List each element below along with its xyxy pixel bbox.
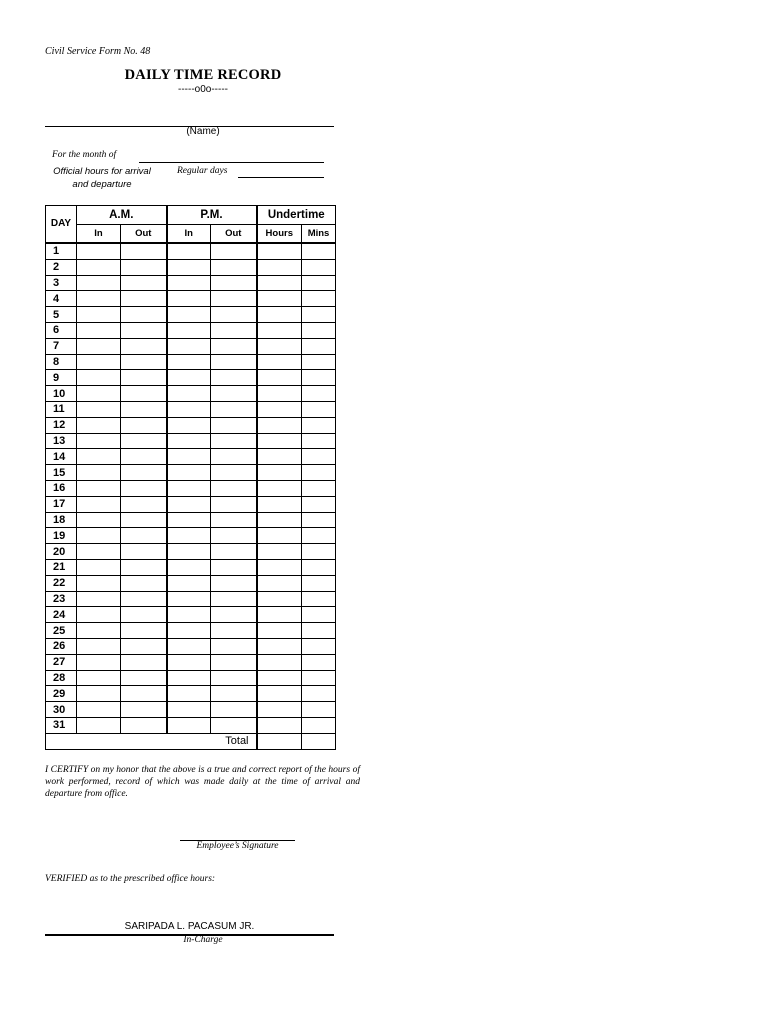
pm-in-cell[interactable]: [167, 243, 211, 259]
undertime-mins-cell[interactable]: [302, 496, 336, 512]
pm-in-cell[interactable]: [167, 512, 211, 528]
table-row: [46, 243, 336, 259]
pm-in-cell[interactable]: [167, 259, 211, 275]
table-row: [46, 607, 336, 623]
am-in-cell[interactable]: [77, 559, 121, 575]
time-record-table: [45, 205, 336, 750]
page-title: DAILY TIME RECORD: [124, 67, 282, 83]
pm-out-cell[interactable]: [211, 496, 257, 512]
day-number: 25: [46, 623, 77, 639]
undertime-hours-cell[interactable]: [257, 638, 302, 654]
table-row: [46, 496, 336, 512]
undertime-hours-cell[interactable]: [257, 512, 302, 528]
pm-in-cell[interactable]: [167, 370, 211, 386]
day-number: 10: [46, 386, 77, 402]
table-row: [46, 623, 336, 639]
pm-out-cell[interactable]: [211, 702, 257, 718]
pm-in-cell[interactable]: [167, 496, 211, 512]
pm-out-cell[interactable]: [211, 465, 257, 481]
undertime-hours-cell[interactable]: [257, 291, 302, 307]
am-out-cell[interactable]: [121, 607, 167, 623]
total-label: Total: [46, 733, 257, 749]
am-in-cell[interactable]: [77, 307, 121, 323]
pm-out-cell[interactable]: [211, 544, 257, 560]
am-out-cell[interactable]: [121, 528, 167, 544]
pm-out-cell[interactable]: [211, 717, 257, 733]
day-number: 29: [46, 686, 77, 702]
am-out-cell[interactable]: [121, 591, 167, 607]
day-number: 5: [46, 307, 77, 323]
table-row: [46, 449, 336, 465]
undertime-hours-cell[interactable]: [257, 465, 302, 481]
am-out-cell[interactable]: [121, 386, 167, 402]
undertime-hours-cell[interactable]: [257, 259, 302, 275]
table-row: [46, 512, 336, 528]
table-row: [46, 670, 336, 686]
official-hours-label: Official hours for arrival and departure: [53, 166, 151, 190]
undertime-mins-cell[interactable]: [302, 417, 336, 433]
day-number: 13: [46, 433, 77, 449]
table-row: [46, 591, 336, 607]
pm-in-cell[interactable]: [167, 528, 211, 544]
undertime-hours-cell[interactable]: [257, 575, 302, 591]
am-in-cell[interactable]: [77, 465, 121, 481]
am-in-cell[interactable]: [77, 386, 121, 402]
day-number: 8: [46, 354, 77, 370]
am-out-cell[interactable]: [121, 338, 167, 354]
pm-in-cell[interactable]: [167, 670, 211, 686]
day-number: 14: [46, 449, 77, 465]
undertime-hours-cell[interactable]: [257, 322, 302, 338]
am-out-cell[interactable]: [121, 717, 167, 733]
pm-out-cell[interactable]: [211, 638, 257, 654]
undertime-mins-cell[interactable]: [302, 322, 336, 338]
pm-out-cell[interactable]: [211, 528, 257, 544]
pm-header: P.M.: [167, 206, 257, 225]
am-in-cell[interactable]: [77, 401, 121, 417]
am-in-cell[interactable]: [77, 512, 121, 528]
pm-in-cell[interactable]: [167, 623, 211, 639]
undertime-hours-cell[interactable]: [257, 243, 302, 259]
pm-in-cell[interactable]: [167, 559, 211, 575]
undertime-hours-cell[interactable]: [257, 670, 302, 686]
table-row: [46, 544, 336, 560]
undertime-hours-cell[interactable]: [257, 449, 302, 465]
pm-out-cell[interactable]: [211, 275, 257, 291]
undertime-hours-cell[interactable]: [257, 702, 302, 718]
undertime-mins-cell[interactable]: [302, 559, 336, 575]
undertime-mins-cell[interactable]: [302, 686, 336, 702]
pm-in-cell[interactable]: [167, 686, 211, 702]
pm-out-cell[interactable]: [211, 401, 257, 417]
undertime-hours-cell[interactable]: [257, 654, 302, 670]
table-row: [46, 480, 336, 496]
day-number: 3: [46, 275, 77, 291]
pm-out-cell[interactable]: [211, 654, 257, 670]
undertime-mins-cell[interactable]: [302, 638, 336, 654]
pm-out-cell[interactable]: [211, 686, 257, 702]
undertime-mins-cell[interactable]: [302, 370, 336, 386]
undertime-hours-cell[interactable]: [257, 717, 302, 733]
am-in-cell[interactable]: [77, 417, 121, 433]
table-row: [46, 638, 336, 654]
pm-in-cell[interactable]: [167, 607, 211, 623]
am-out-cell[interactable]: [121, 670, 167, 686]
pm-out-header: Out: [211, 225, 257, 244]
am-out-cell[interactable]: [121, 465, 167, 481]
am-out-cell[interactable]: [121, 417, 167, 433]
am-in-header: In: [77, 225, 121, 244]
undertime-mins-cell[interactable]: [302, 386, 336, 402]
am-out-cell[interactable]: [121, 702, 167, 718]
am-in-cell[interactable]: [77, 670, 121, 686]
undertime-hours-cell[interactable]: [257, 480, 302, 496]
pm-out-cell[interactable]: [211, 449, 257, 465]
day-number: 21: [46, 559, 77, 575]
am-out-cell[interactable]: [121, 449, 167, 465]
day-number: 18: [46, 512, 77, 528]
table-row: [46, 465, 336, 481]
pm-out-cell[interactable]: [211, 370, 257, 386]
am-out-cell[interactable]: [121, 654, 167, 670]
day-number: 7: [46, 338, 77, 354]
am-in-cell[interactable]: [77, 354, 121, 370]
am-in-cell[interactable]: [77, 607, 121, 623]
am-out-cell[interactable]: [121, 638, 167, 654]
am-in-cell[interactable]: [77, 243, 121, 259]
am-header: A.M.: [77, 206, 167, 225]
undertime-hours-cell[interactable]: [257, 544, 302, 560]
am-out-cell[interactable]: [121, 322, 167, 338]
am-out-cell[interactable]: [121, 275, 167, 291]
am-out-cell[interactable]: [121, 433, 167, 449]
day-number: 20: [46, 544, 77, 560]
table-row: [46, 528, 336, 544]
undertime-mins-cell[interactable]: [302, 291, 336, 307]
am-out-cell[interactable]: [121, 512, 167, 528]
am-in-cell[interactable]: [77, 528, 121, 544]
am-in-cell[interactable]: [77, 275, 121, 291]
am-in-cell[interactable]: [77, 686, 121, 702]
pm-in-cell[interactable]: [167, 449, 211, 465]
table-row: [46, 654, 336, 670]
am-in-cell[interactable]: [77, 480, 121, 496]
undertime-mins-cell[interactable]: [302, 544, 336, 560]
am-in-cell[interactable]: [77, 623, 121, 639]
undertime-mins-cell[interactable]: [302, 670, 336, 686]
pm-in-cell[interactable]: [167, 433, 211, 449]
pm-out-cell[interactable]: [211, 386, 257, 402]
table-row: [46, 559, 336, 575]
pm-out-cell[interactable]: [211, 338, 257, 354]
undertime-mins-cell[interactable]: [302, 338, 336, 354]
pm-in-cell[interactable]: [167, 717, 211, 733]
table-row: [46, 717, 336, 733]
pm-in-cell[interactable]: [167, 702, 211, 718]
undertime-hours-cell[interactable]: [257, 433, 302, 449]
table-row: [46, 370, 336, 386]
table-row: [46, 401, 336, 417]
pm-out-cell[interactable]: [211, 480, 257, 496]
am-out-cell[interactable]: [121, 623, 167, 639]
regular-days-label: Regular days: [177, 166, 228, 176]
am-out-cell[interactable]: [121, 480, 167, 496]
pm-out-cell[interactable]: [211, 259, 257, 275]
table-row: [46, 307, 336, 323]
day-number: 30: [46, 702, 77, 718]
month-label: For the month of: [52, 150, 117, 160]
total-row: [46, 733, 336, 749]
am-in-cell[interactable]: [77, 654, 121, 670]
undertime-hours-cell[interactable]: [257, 275, 302, 291]
am-in-cell[interactable]: [77, 496, 121, 512]
pm-out-cell[interactable]: [211, 591, 257, 607]
day-number: 26: [46, 638, 77, 654]
form-number: Civil Service Form No. 48: [45, 46, 151, 57]
pm-out-cell[interactable]: [211, 575, 257, 591]
day-number: 19: [46, 528, 77, 544]
undertime-mins-cell[interactable]: [302, 354, 336, 370]
day-number: 27: [46, 654, 77, 670]
day-number: 16: [46, 480, 77, 496]
pm-in-cell[interactable]: [167, 465, 211, 481]
pm-in-cell[interactable]: [167, 417, 211, 433]
pm-out-cell[interactable]: [211, 670, 257, 686]
undertime-hours-cell[interactable]: [257, 686, 302, 702]
am-in-cell[interactable]: [77, 717, 121, 733]
undertime-mins-cell[interactable]: [302, 259, 336, 275]
undertime-mins-cell[interactable]: [302, 623, 336, 639]
undertime-hours-cell[interactable]: [257, 307, 302, 323]
am-in-cell[interactable]: [77, 259, 121, 275]
am-in-cell[interactable]: [77, 338, 121, 354]
undertime-mins-cell[interactable]: [302, 433, 336, 449]
pm-out-cell[interactable]: [211, 322, 257, 338]
undertime-hours-cell[interactable]: [257, 591, 302, 607]
pm-in-cell[interactable]: [167, 480, 211, 496]
day-number: 15: [46, 465, 77, 481]
pm-in-cell[interactable]: [167, 291, 211, 307]
table-row: [46, 386, 336, 402]
day-number: 31: [46, 717, 77, 733]
am-in-cell[interactable]: [77, 433, 121, 449]
table-row: [46, 433, 336, 449]
am-in-cell[interactable]: [77, 591, 121, 607]
undertime-mins-cell[interactable]: [302, 654, 336, 670]
pm-in-cell[interactable]: [167, 386, 211, 402]
regular-days-line[interactable]: [238, 177, 324, 178]
day-number: 6: [46, 322, 77, 338]
pm-out-cell[interactable]: [211, 559, 257, 575]
time-record-rows: [46, 243, 336, 749]
employee-signature-label: Employee’s Signature: [196, 841, 279, 851]
pm-out-cell[interactable]: [211, 512, 257, 528]
am-out-header: Out: [121, 225, 167, 244]
pm-in-cell[interactable]: [167, 322, 211, 338]
day-number: 17: [46, 496, 77, 512]
undertime-mins-cell[interactable]: [302, 275, 336, 291]
am-out-cell[interactable]: [121, 575, 167, 591]
pm-in-cell[interactable]: [167, 544, 211, 560]
table-row: [46, 338, 336, 354]
pm-in-header: In: [167, 225, 211, 244]
undertime-mins-cell[interactable]: [302, 717, 336, 733]
day-number: 24: [46, 607, 77, 623]
pm-out-cell[interactable]: [211, 243, 257, 259]
undertime-hours-cell[interactable]: [257, 370, 302, 386]
undertime-hours-header: Hours: [257, 225, 302, 244]
pm-in-cell[interactable]: [167, 338, 211, 354]
pm-in-cell[interactable]: [167, 575, 211, 591]
day-number: 22: [46, 575, 77, 591]
undertime-hours-cell[interactable]: [257, 528, 302, 544]
name-label: (Name): [186, 126, 220, 137]
undertime-hours-cell[interactable]: [257, 338, 302, 354]
pm-in-cell[interactable]: [167, 401, 211, 417]
certification-text: I CERTIFY on my honor that the above is a true and correct report of the hours of work performed, record of which was made daily at the time of arrival and departure from office.: [45, 765, 360, 799]
day-number: 28: [46, 670, 77, 686]
month-line[interactable]: [139, 162, 324, 163]
pm-in-cell[interactable]: [167, 638, 211, 654]
pm-out-cell[interactable]: [211, 433, 257, 449]
day-number: 23: [46, 591, 77, 607]
undertime-mins-cell[interactable]: [302, 465, 336, 481]
table-row: [46, 702, 336, 718]
day-number: 9: [46, 370, 77, 386]
pm-in-cell[interactable]: [167, 654, 211, 670]
am-out-cell[interactable]: [121, 243, 167, 259]
am-out-cell[interactable]: [121, 291, 167, 307]
day-number: 12: [46, 417, 77, 433]
pm-in-cell[interactable]: [167, 591, 211, 607]
am-out-cell[interactable]: [121, 370, 167, 386]
undertime-hours-cell[interactable]: [257, 623, 302, 639]
am-in-cell[interactable]: [77, 291, 121, 307]
day-number: 2: [46, 259, 77, 275]
pm-in-cell[interactable]: [167, 354, 211, 370]
am-out-cell[interactable]: [121, 559, 167, 575]
undertime-mins-cell[interactable]: [302, 449, 336, 465]
title-ornament: -----o0o-----: [178, 84, 228, 95]
table-row: [46, 275, 336, 291]
table-row: [46, 322, 336, 338]
pm-out-cell[interactable]: [211, 623, 257, 639]
day-number: 4: [46, 291, 77, 307]
pm-out-cell[interactable]: [211, 607, 257, 623]
am-in-cell[interactable]: [77, 575, 121, 591]
pm-out-cell[interactable]: [211, 417, 257, 433]
undertime-mins-header: Mins: [302, 225, 336, 244]
undertime-mins-cell[interactable]: [302, 607, 336, 623]
undertime-header: Undertime: [257, 206, 336, 225]
officer-name: SARIPADA L. PACASUM JR.: [124, 921, 255, 932]
am-in-cell[interactable]: [77, 638, 121, 654]
undertime-mins-cell[interactable]: [302, 512, 336, 528]
undertime-mins-cell[interactable]: [302, 702, 336, 718]
undertime-hours-cell[interactable]: [257, 559, 302, 575]
undertime-mins-cell[interactable]: [302, 528, 336, 544]
undertime-hours-cell[interactable]: [257, 496, 302, 512]
am-out-cell[interactable]: [121, 544, 167, 560]
undertime-mins-cell[interactable]: [302, 401, 336, 417]
officer-role: In-Charge: [183, 935, 223, 945]
pm-in-cell[interactable]: [167, 275, 211, 291]
am-in-cell[interactable]: [77, 544, 121, 560]
undertime-hours-cell[interactable]: [257, 607, 302, 623]
undertime-mins-cell[interactable]: [302, 591, 336, 607]
pm-out-cell[interactable]: [211, 307, 257, 323]
table-row: [46, 417, 336, 433]
am-in-cell[interactable]: [77, 702, 121, 718]
undertime-mins-cell[interactable]: [302, 243, 336, 259]
undertime-mins-cell[interactable]: [302, 575, 336, 591]
day-number: 1: [46, 243, 77, 259]
table-row: [46, 354, 336, 370]
undertime-hours-cell[interactable]: [257, 386, 302, 402]
undertime-hours-cell[interactable]: [257, 401, 302, 417]
day-header: DAY: [46, 206, 77, 244]
am-out-cell[interactable]: [121, 496, 167, 512]
am-out-cell[interactable]: [121, 259, 167, 275]
undertime-hours-cell[interactable]: [257, 354, 302, 370]
table-row: [46, 291, 336, 307]
am-out-cell[interactable]: [121, 307, 167, 323]
pm-in-cell[interactable]: [167, 307, 211, 323]
am-in-cell[interactable]: [77, 370, 121, 386]
undertime-hours-cell[interactable]: [257, 417, 302, 433]
table-row: [46, 575, 336, 591]
table-row: [46, 686, 336, 702]
total-hours-cell[interactable]: [257, 733, 302, 749]
am-in-cell[interactable]: [77, 322, 121, 338]
am-in-cell[interactable]: [77, 449, 121, 465]
pm-out-cell[interactable]: [211, 291, 257, 307]
day-number: 11: [46, 401, 77, 417]
total-mins-cell[interactable]: [302, 733, 336, 749]
table-row: [46, 259, 336, 275]
undertime-mins-cell[interactable]: [302, 480, 336, 496]
undertime-mins-cell[interactable]: [302, 307, 336, 323]
am-out-cell[interactable]: [121, 354, 167, 370]
pm-out-cell[interactable]: [211, 354, 257, 370]
am-out-cell[interactable]: [121, 686, 167, 702]
am-out-cell[interactable]: [121, 401, 167, 417]
verified-text: VERIFIED as to the prescribed office hours:: [45, 874, 216, 884]
